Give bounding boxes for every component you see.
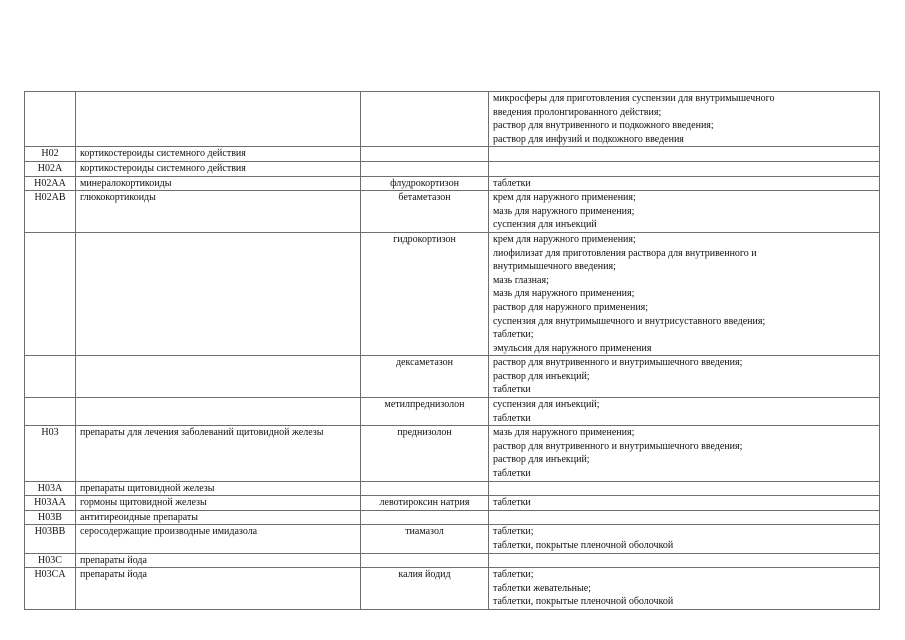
dosage-form-line: мазь для наружного применения;: [493, 205, 635, 217]
group-name-cell: препараты для лечения заболеваний щитовидной железы: [76, 426, 361, 481]
dosage-forms-cell: [489, 191, 880, 233]
dosage-forms-cell: [489, 553, 880, 568]
atc-code-cell: [25, 232, 76, 355]
atc-code-cell: H03: [25, 426, 76, 481]
dosage-forms-cell: [489, 232, 880, 355]
dosage-forms-cell: [489, 161, 880, 176]
empty-line: [493, 147, 875, 161]
dosage-form-line: лиофилизат для приготовления раствора для внутривенного и: [493, 247, 757, 259]
atc-code-cell: [25, 92, 76, 147]
atc-code-cell: [25, 398, 76, 426]
dosage-forms-cell: [489, 426, 880, 481]
atc-drug-table: [24, 91, 880, 610]
dosage-forms-cell: [489, 510, 880, 525]
table-row: [25, 147, 880, 162]
atc-code-cell: [25, 356, 76, 398]
drug-name-cell: тиамазол: [361, 525, 489, 553]
drug-name-cell: [361, 147, 489, 162]
atc-code-cell: H02: [25, 147, 76, 162]
dosage-form-line: введения пролонгированного действия;: [493, 106, 662, 118]
atc-code-cell: H03BB: [25, 525, 76, 553]
dosage-form-line: таблетки, покрытые пленочной оболочкой: [493, 540, 674, 551]
group-name-cell: кортикостероиды системного действия: [76, 161, 361, 176]
group-name-cell: препараты йода: [76, 568, 361, 610]
dosage-form-line: суспензия для внутримышечного и внутрисуставного введения;: [493, 315, 766, 327]
dosage-form-line: суспензия для инъекций: [493, 219, 597, 231]
dosage-forms-cell: [489, 481, 880, 496]
atc-code-cell: H03A: [25, 481, 76, 496]
dosage-form-line: таблетки жевательные;: [493, 582, 591, 594]
dosage-form-line: таблетки, покрытые пленочной оболочкой: [493, 596, 674, 608]
table-body: [25, 92, 880, 610]
empty-line: [493, 482, 875, 496]
dosage-form-line: таблетки: [493, 412, 531, 424]
dosage-form-line: крем для наружного применения;: [493, 233, 636, 245]
group-name-cell: минералокортикоиды: [76, 176, 361, 191]
atc-code-cell: H02AA: [25, 176, 76, 191]
dosage-form-line: внутримышечного введения;: [493, 261, 616, 273]
table-row: [25, 398, 880, 426]
atc-code-cell: H03C: [25, 553, 76, 568]
table-row: [25, 356, 880, 398]
atc-code-cell: H03B: [25, 510, 76, 525]
table-row: [25, 232, 880, 355]
dosage-form-line: таблетки: [493, 468, 531, 480]
table-row: [25, 481, 880, 496]
dosage-form-line: крем для наружного применения;: [493, 192, 636, 204]
dosage-form-line: таблетки;: [493, 526, 534, 538]
dosage-form-line: таблетки: [493, 497, 531, 509]
atc-code-cell: H03AA: [25, 496, 76, 511]
dosage-form-line: раствор для инфузий и подкожного введения: [493, 133, 684, 145]
dosage-form-line: раствор для внутривенного и подкожного введения;: [493, 120, 714, 132]
dosage-form-line: таблетки;: [493, 569, 534, 581]
dosage-form-line: раствор для внутривенного и внутримышечного введения;: [493, 440, 743, 452]
drug-name-cell: [361, 161, 489, 176]
dosage-forms-cell: [489, 92, 880, 147]
group-name-cell: [76, 398, 361, 426]
group-name-cell: [76, 232, 361, 355]
atc-code-cell: H02AB: [25, 191, 76, 233]
group-name-cell: [76, 356, 361, 398]
table-row: [25, 496, 880, 511]
dosage-forms-cell: [489, 398, 880, 426]
table-row: [25, 510, 880, 525]
drug-name-cell: калия йодид: [361, 568, 489, 610]
empty-line: [493, 554, 875, 568]
atc-code-cell: H03CA: [25, 568, 76, 610]
drug-name-cell: дексаметазон: [361, 356, 489, 398]
drug-name-cell: левотироксин натрия: [361, 496, 489, 511]
group-name-cell: гормоны щитовидной железы: [76, 496, 361, 511]
drug-name-cell: [361, 510, 489, 525]
drug-name-cell: [361, 481, 489, 496]
drug-name-cell: [361, 553, 489, 568]
table-row: [25, 191, 880, 233]
dosage-form-line: раствор для наружного применения;: [493, 301, 649, 313]
group-name-cell: препараты йода: [76, 553, 361, 568]
dosage-forms-cell: [489, 176, 880, 191]
dosage-form-line: микросферы для приготовления суспензии для внутримышечного: [493, 93, 775, 104]
dosage-form-line: таблетки: [493, 384, 531, 396]
dosage-form-line: раствор для внутривенного и внутримышечного введения;: [493, 357, 743, 369]
empty-line: [493, 511, 875, 525]
table-row: [25, 161, 880, 176]
dosage-forms-cell: [489, 496, 880, 511]
group-name-cell: антитиреоидные препараты: [76, 510, 361, 525]
table-row: [25, 525, 880, 553]
table-row: [25, 92, 880, 147]
drug-name-cell: гидрокортизон: [361, 232, 489, 355]
group-name-cell: серосодержащие производные имидазола: [76, 525, 361, 553]
atc-code-cell: H02A: [25, 161, 76, 176]
table-row: [25, 176, 880, 191]
dosage-form-line: суспензия для инъекций;: [493, 399, 600, 411]
drug-name-cell: бетаметазон: [361, 191, 489, 233]
dosage-forms-cell: [489, 147, 880, 162]
group-name-cell: [76, 92, 361, 147]
group-name-cell: кортикостероиды системного действия: [76, 147, 361, 162]
dosage-form-line: таблетки;: [493, 329, 534, 341]
table-row: [25, 568, 880, 610]
dosage-form-line: раствор для инъекций;: [493, 454, 590, 466]
dosage-form-line: раствор для инъекций;: [493, 370, 590, 382]
dosage-form-line: таблетки: [493, 177, 531, 189]
table-row: [25, 553, 880, 568]
dosage-forms-cell: [489, 525, 880, 553]
dosage-form-line: мазь глазная;: [493, 274, 549, 286]
drug-name-cell: преднизолон: [361, 426, 489, 481]
dosage-forms-cell: [489, 356, 880, 398]
drug-name-cell: метилпреднизолон: [361, 398, 489, 426]
drug-name-cell: [361, 92, 489, 147]
drug-name-cell: флудрокортизон: [361, 176, 489, 191]
dosage-forms-cell: [489, 568, 880, 610]
dosage-form-line: эмульсия для наружного применения: [493, 342, 652, 354]
group-name-cell: препараты щитовидной железы: [76, 481, 361, 496]
dosage-form-line: мазь для наружного применения;: [493, 288, 635, 300]
table-row: [25, 426, 880, 481]
empty-line: [493, 162, 875, 176]
group-name-cell: глюкокортикоиды: [76, 191, 361, 233]
dosage-form-line: мазь для наружного применения;: [493, 427, 635, 439]
